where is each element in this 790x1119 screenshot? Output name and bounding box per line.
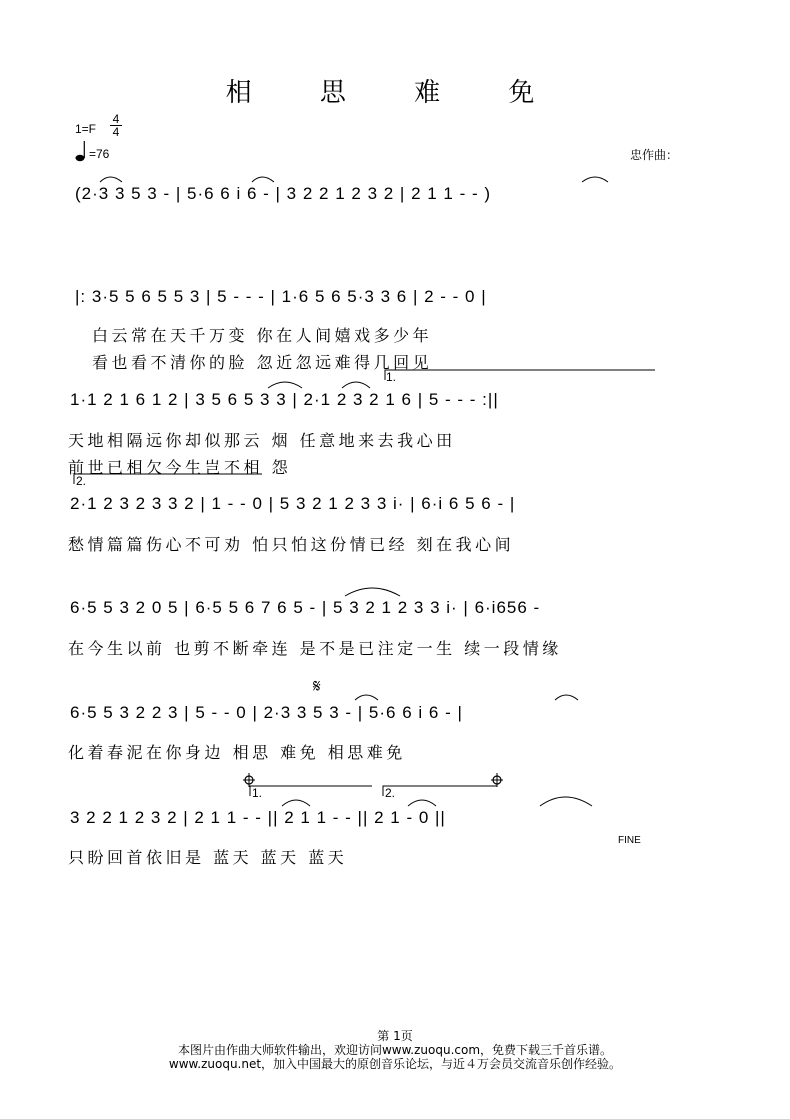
volta-1-label: 1. xyxy=(252,786,263,800)
lyric-line: 看也看不清你的脸 忽近忽远难得几回见 xyxy=(92,353,433,372)
lyric-line: 愁情篇篇伤心不可劝 怕只怕这份情已经 刻在我心间 xyxy=(68,535,515,554)
time-signature-top: 4 xyxy=(112,112,120,126)
slur-mark xyxy=(342,382,370,388)
composer-credit: 忠作曲： xyxy=(630,148,679,162)
lyric-line: 化着春泥在你身边 相思 难免 相思难免 xyxy=(68,743,406,762)
lyric-line: 天地相隔远你却似那云 烟 任意地来去我心田 xyxy=(68,431,456,450)
key-signature: 1=F xyxy=(75,122,97,136)
slur-mark xyxy=(408,800,436,806)
slur-mark xyxy=(282,800,310,806)
lyric-line: 在今生以前 也剪不断牵连 是不是已注定一生 续一段情缘 xyxy=(68,639,562,658)
notation-line-verse-1: |: 3·5 5 6 5 5 3 | 5 - - - | 1·6 5 6 5·3 3 6 | 2 - - 0 | xyxy=(75,287,487,306)
slur-mark xyxy=(582,177,608,182)
notation-line-chorus-2: 6·5 5 3 2 2 3 | 5 - - 0 | 2·3 3 5 3 - | 5·6 6 i 6 - | xyxy=(70,703,463,722)
footer-line: www.zuoqu.net，加入中国最大的原创音乐论坛，与近４万会员交流音乐创作经验。 xyxy=(168,1057,622,1071)
fine-mark: FINE xyxy=(618,835,641,846)
notation-line-chorus-1: 6·5 5 3 2 0 5 | 6·5 5 6 7 6 5 - | 5 3 2 1 2 3 3 i· | 6·i656 - xyxy=(70,598,541,617)
footer-line: 本图片由作曲大师软件输出，欢迎访问www.zuoqu.com，免费下载三千首乐谱。 xyxy=(177,1043,613,1057)
volta-2-label: 2. xyxy=(385,786,396,800)
slur-mark xyxy=(268,382,302,388)
volta-bracket xyxy=(385,370,655,380)
segno-icon: 𝄋 xyxy=(313,676,321,697)
page-title: 相 思 难 免 xyxy=(225,78,565,108)
notation-line-ending: 3 2 2 1 2 3 2 | 2 1 1 - - || 2 1 1 - - || 2 1 - 0 || xyxy=(70,808,446,827)
slur-mark xyxy=(100,177,122,182)
volta-2-label: 2. xyxy=(76,474,87,488)
slur-mark xyxy=(345,588,400,596)
volta-1-label: 1. xyxy=(386,370,397,384)
tempo-value: =76 xyxy=(89,147,110,161)
slur-mark xyxy=(355,695,378,700)
volta-bracket xyxy=(383,786,497,796)
slur-mark xyxy=(555,695,578,700)
notation-line-verse-2: 1·1 2 1 6 1 2 | 3 5 6 5 3 3 | 2·1 2 3 2 1 6 | 5 - - - :|| xyxy=(70,390,499,409)
lyric-line: 白云常在天千万变 你在人间嬉戏多少年 xyxy=(92,326,433,345)
lyric-line: 只盼回首依旧是 蓝天 蓝天 蓝天 xyxy=(68,848,348,867)
time-signature-bottom: 4 xyxy=(110,125,122,138)
lyric-line: 前世已相欠今生岂不相 怨 xyxy=(68,458,292,477)
page-number: 第 1页 xyxy=(377,1029,413,1043)
volta-bracket xyxy=(250,786,372,796)
volta-bracket xyxy=(74,474,262,484)
notation-line-verse-3: 2·1 2 3 2 3 3 2 | 1 - - 0 | 5 3 2 1 2 3 3 i· | 6·i 6 5 6 - | xyxy=(70,494,516,513)
slur-mark xyxy=(540,797,592,806)
slur-mark xyxy=(252,177,274,182)
notation-line-intro: (2·3 3 5 3 - | 5·6 6 i 6 - | 3 2 2 1 2 3 2 | 2 1 1 - - ) xyxy=(75,184,492,203)
